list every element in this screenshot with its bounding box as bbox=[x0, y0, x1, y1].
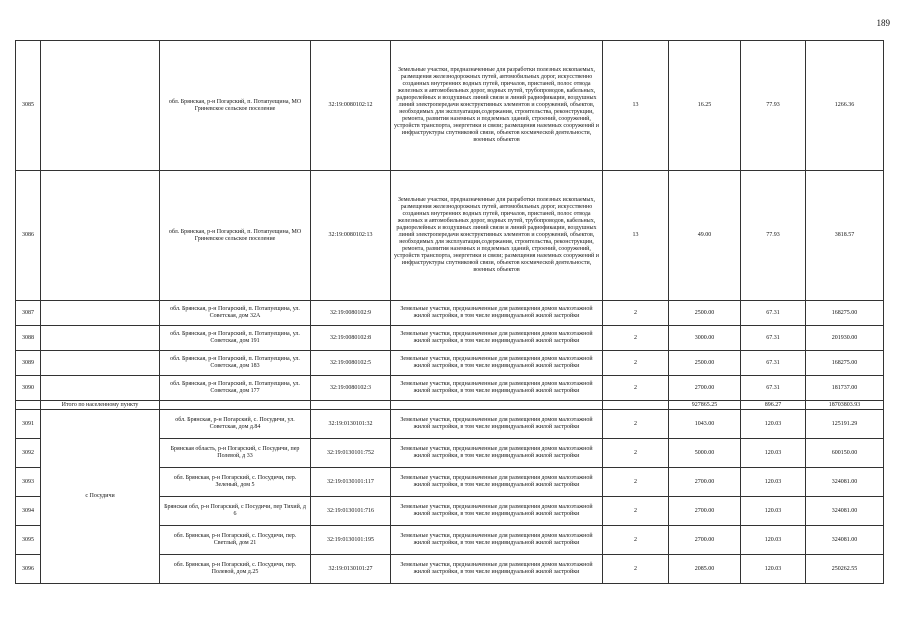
subtotal-row bbox=[16, 401, 884, 410]
table-row bbox=[16, 41, 884, 171]
cadastral-number-cell: 32:19:0080102:13 bbox=[311, 171, 391, 301]
address-cell: обл. Брянская, р-н Погарский, п. Потапуещина, ул. Советская, дом 191 bbox=[160, 326, 311, 351]
area-cell: 2500.00 bbox=[669, 351, 741, 376]
cadastral-value-cell: 1266.36 bbox=[806, 41, 884, 171]
land-use-cell: Земельные участки, предназначенные для размещения домов малоэтажной жилой застройки, в том числе индивидуальной жилой застройки bbox=[391, 439, 603, 468]
area-cell: 16.25 bbox=[669, 41, 741, 171]
subtotal-label: Итого по населенному пункту bbox=[41, 401, 160, 410]
subtotal-area: 927865.25 bbox=[669, 401, 741, 410]
locality-name: с Посудичи bbox=[41, 410, 160, 584]
table-row bbox=[16, 326, 884, 351]
row-number: 3087 bbox=[16, 301, 41, 326]
area-cell: 1043.00 bbox=[669, 410, 741, 439]
row-number: 3088 bbox=[16, 326, 41, 351]
row-number: 3096 bbox=[16, 555, 41, 584]
area-cell: 2700.00 bbox=[669, 468, 741, 497]
group-code-cell: 13 bbox=[603, 41, 669, 171]
empty-cell bbox=[41, 326, 160, 351]
area-cell: 2700.00 bbox=[669, 497, 741, 526]
table-row bbox=[16, 301, 884, 326]
address-cell: обл. Брянская, р-н Погарский, п. Потапуещина, МО Гриневское сельское поселение bbox=[160, 41, 311, 171]
land-use-cell: Земельные участки, предназначенные для размещения домов малоэтажной жилой застройки, в том числе индивидуальной жилой застройки bbox=[391, 526, 603, 555]
cadastral-number-cell: 32:19:0130101:32 bbox=[311, 410, 391, 439]
area-cell: 2500.00 bbox=[669, 301, 741, 326]
subtotal-rate: 896.27 bbox=[741, 401, 806, 410]
area-cell: 2700.00 bbox=[669, 526, 741, 555]
table-row bbox=[16, 351, 884, 376]
cadastral-value-cell: 324081.00 bbox=[806, 468, 884, 497]
rate-cell: 67.31 bbox=[741, 351, 806, 376]
cadastral-value-table bbox=[15, 40, 884, 584]
rate-cell: 77.93 bbox=[741, 41, 806, 171]
cadastral-value-cell: 600150.00 bbox=[806, 439, 884, 468]
rate-cell: 67.31 bbox=[741, 301, 806, 326]
rate-cell: 120.03 bbox=[741, 410, 806, 439]
empty-cell bbox=[41, 41, 160, 171]
table-row bbox=[16, 171, 884, 301]
group-code-cell: 2 bbox=[603, 326, 669, 351]
group-code-cell: 2 bbox=[603, 301, 669, 326]
row-number: 3085 bbox=[16, 41, 41, 171]
cadastral-value-cell: 125191.29 bbox=[806, 410, 884, 439]
cadastral-value-cell: 181737.00 bbox=[806, 376, 884, 401]
land-use-cell: Земельные участки, предназначенные для размещения домов малоэтажной жилой застройки, в том числе индивидуальной жилой застройки bbox=[391, 410, 603, 439]
empty-cell bbox=[41, 351, 160, 376]
table-row bbox=[16, 376, 884, 401]
group-code-cell: 2 bbox=[603, 410, 669, 439]
address-cell: обл. Брянская, р-н Погарский, с. Посудичи, пер. Полевой, дом д.25 bbox=[160, 555, 311, 584]
row-number: 3095 bbox=[16, 526, 41, 555]
cadastral-value-cell: 3818.57 bbox=[806, 171, 884, 301]
area-cell: 5000.00 bbox=[669, 439, 741, 468]
address-cell: Брянская обл, р-н Погарский, с Посудичи, пер Тихий, д 6 bbox=[160, 497, 311, 526]
rate-cell: 120.03 bbox=[741, 439, 806, 468]
row-number: 3090 bbox=[16, 376, 41, 401]
group-code-cell: 2 bbox=[603, 555, 669, 584]
cadastral-number-cell: 32:19:0080102:8 bbox=[311, 326, 391, 351]
empty-cell bbox=[41, 301, 160, 326]
rate-cell: 120.03 bbox=[741, 526, 806, 555]
empty-cell bbox=[391, 401, 603, 410]
group-code-cell: 2 bbox=[603, 376, 669, 401]
cadastral-number-cell: 32:19:0080102:5 bbox=[311, 351, 391, 376]
cadastral-number-cell: 32:19:0130101:752 bbox=[311, 439, 391, 468]
cadastral-number-cell: 32:19:0130101:716 bbox=[311, 497, 391, 526]
land-use-cell: Земельные участки, предназначенные для размещения домов малоэтажной жилой застройки, в том числе индивидуальной жилой застройки bbox=[391, 376, 603, 401]
land-use-cell: Земельные участки, предназначенные для размещения домов малоэтажной жилой застройки, в том числе индивидуальной жилой застройки bbox=[391, 555, 603, 584]
land-use-cell: Земельные участки, предназначенные для размещения домов малоэтажной жилой застройки, в том числе индивидуальной жилой застройки bbox=[391, 351, 603, 376]
group-code-cell: 2 bbox=[603, 351, 669, 376]
table-body bbox=[16, 41, 884, 584]
empty-cell bbox=[160, 401, 311, 410]
address-cell: обл. Брянская, р-н Погарский, с. Посудичи, пер. Светлый, дом 21 bbox=[160, 526, 311, 555]
empty-cell bbox=[41, 171, 160, 301]
cadastral-number-cell: 32:19:0080102:12 bbox=[311, 41, 391, 171]
land-use-cell: Земельные участки, предназначенные для размещения домов малоэтажной жилой застройки, в том числе индивидуальной жилой застройки bbox=[391, 468, 603, 497]
cadastral-value-cell: 168275.00 bbox=[806, 301, 884, 326]
table-row bbox=[16, 410, 884, 439]
rate-cell: 67.31 bbox=[741, 326, 806, 351]
cadastral-value-cell: 201930.00 bbox=[806, 326, 884, 351]
address-cell: обл. Брянская, р-н Погарский, п. Потапуещина, ул. Советская, дом 177 bbox=[160, 376, 311, 401]
area-cell: 2700.00 bbox=[669, 376, 741, 401]
cadastral-number-cell: 32:19:0130101:117 bbox=[311, 468, 391, 497]
land-use-cell: Земельные участки, предназначенные для разработки полезных ископаемых, размещения железнодорожных путей, автомобильных дорог, искусственно созданных внутренних водных путей, причалов, пристаней, полос отвода железных и автомобильных дорог, водных путей, трубопроводов, кабельных, радиорелейных и воздушных линий связи и линий радиофикации, воздушных линий электропередачи конструктивных элементов и сооружений, объектов, необходимых для эксплуатации,содержания, строительства, реконструкции, ремонта, развития наземных и подземных зданий, строений, сооружений, устройств транспорта, энергетики и связи; размещения наземных сооружений и инфраструктуры спутниковой связи, объектов космической деятельности, военных объектов bbox=[391, 171, 603, 301]
row-number: 3092 bbox=[16, 439, 41, 468]
subtotal-value: 18703803.93 bbox=[806, 401, 884, 410]
empty-cell bbox=[603, 401, 669, 410]
cadastral-value-cell: 324081.00 bbox=[806, 497, 884, 526]
empty-cell bbox=[311, 401, 391, 410]
address-cell: обл. Брянская, р-н Погарский, п. Потапуещина, ул. Советская, дом 32А bbox=[160, 301, 311, 326]
group-code-cell: 2 bbox=[603, 526, 669, 555]
row-number: 3094 bbox=[16, 497, 41, 526]
land-use-cell: Земельные участки, предназначенные для размещения домов малоэтажной жилой застройки, в том числе индивидуальной жилой застройки bbox=[391, 497, 603, 526]
land-use-cell: Земельные участки, предназначенные для размещения домов малоэтажной жилой застройки, в том числе индивидуальной жилой застройки bbox=[391, 326, 603, 351]
address-cell: Брянская область, р-н Погарский, с Посудичи, пер Полевой, д 33 bbox=[160, 439, 311, 468]
rate-cell: 120.03 bbox=[741, 468, 806, 497]
land-use-cell: Земельные участки, предназначенные для разработки полезных ископаемых, размещения железнодорожных путей, автомобильных дорог, искусственно созданных внутренних водных путей, причалов, пристаней, полос отвода железных и автомобильных дорог, водных путей, трубопроводов, кабельных, радиорелейных и воздушных линий связи и линий радиофикации, воздушных линий электропередачи конструктивных элементов и сооружений, объектов, необходимых для эксплуатации,содержания, строительства, реконструкции, ремонта, развития наземных и подземных зданий, строений, сооружений, устройств транспорта, энергетики и связи; размещения наземных сооружений и инфраструктуры спутниковой связи, объектов космической деятельности, военных объектов bbox=[391, 41, 603, 171]
area-cell: 3000.00 bbox=[669, 326, 741, 351]
page-number: 189 bbox=[876, 18, 890, 28]
cadastral-number-cell: 32:19:0080102:3 bbox=[311, 376, 391, 401]
cadastral-number-cell: 32:19:0130101:27 bbox=[311, 555, 391, 584]
cadastral-value-cell: 250262.55 bbox=[806, 555, 884, 584]
group-code-cell: 13 bbox=[603, 171, 669, 301]
group-code-cell: 2 bbox=[603, 497, 669, 526]
rate-cell: 120.03 bbox=[741, 497, 806, 526]
address-cell: обл. Брянская, р-н Погарский, п. Потапуещина, ул. Советская, дом 183 bbox=[160, 351, 311, 376]
row-number: 3091 bbox=[16, 410, 41, 439]
cadastral-value-cell: 168275.00 bbox=[806, 351, 884, 376]
row-number: 3086 bbox=[16, 171, 41, 301]
rate-cell: 77.93 bbox=[741, 171, 806, 301]
row-number: 3089 bbox=[16, 351, 41, 376]
rate-cell: 67.31 bbox=[741, 376, 806, 401]
cadastral-number-cell: 32:19:0130101:195 bbox=[311, 526, 391, 555]
address-cell: обл. Брянская, р-н Погарский, с. Посудичи, пер. Зеленый, дом 5 bbox=[160, 468, 311, 497]
land-use-cell: Земельные участки, предназначенные для размещения домов малоэтажной жилой застройки, в том числе индивидуальной жилой застройки bbox=[391, 301, 603, 326]
rate-cell: 120.03 bbox=[741, 555, 806, 584]
row-number: 3093 bbox=[16, 468, 41, 497]
area-cell: 2085.00 bbox=[669, 555, 741, 584]
cadastral-number-cell: 32:19:0080102:9 bbox=[311, 301, 391, 326]
group-code-cell: 2 bbox=[603, 439, 669, 468]
empty-cell bbox=[16, 401, 41, 410]
empty-cell bbox=[41, 376, 160, 401]
address-cell: обл. Брянская, р-н Погарский, с. Посудичи, ул. Советская, дом д.84 bbox=[160, 410, 311, 439]
cadastral-value-cell: 324081.00 bbox=[806, 526, 884, 555]
address-cell: обл. Брянская, р-н Погарский, п. Потапуещина, МО Гриневское сельское поселение bbox=[160, 171, 311, 301]
area-cell: 49.00 bbox=[669, 171, 741, 301]
group-code-cell: 2 bbox=[603, 468, 669, 497]
